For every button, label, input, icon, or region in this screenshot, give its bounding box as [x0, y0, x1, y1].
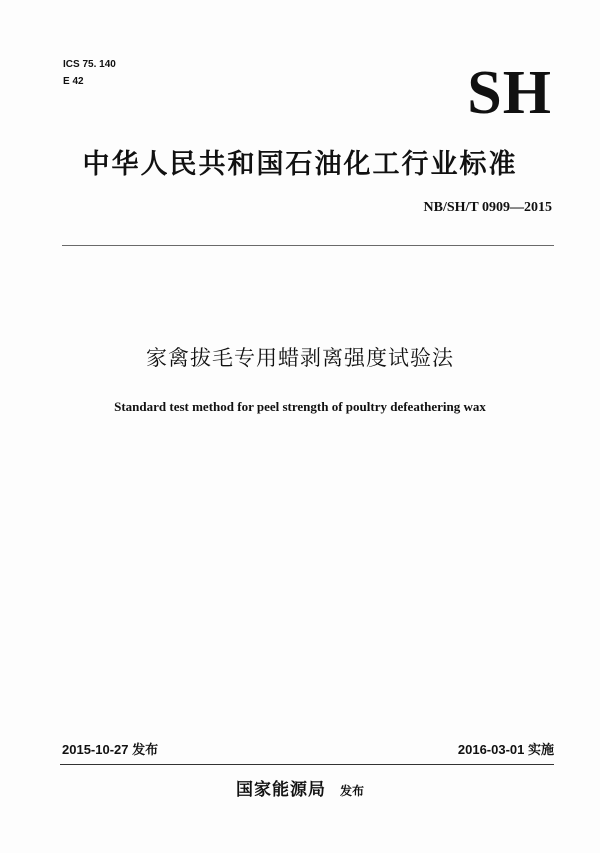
ccs-code: E 42 — [63, 76, 84, 87]
publish-date: 2015-10-27 发布 — [62, 742, 159, 757]
footer-divider — [60, 764, 554, 765]
classification-codes — [63, 56, 116, 90]
standard-category-title: 中华人民共和国石油化工行业标准 — [82, 149, 518, 180]
effective-date: 2016-03-01 实施 — [457, 742, 554, 757]
document-title-chinese: 家禽拔毛专用蜡剥离强度试验法 — [146, 346, 454, 370]
issuer-name: 国家能源局 — [235, 780, 326, 800]
standard-number: NB/SH/T 0909—2015 — [423, 200, 552, 215]
issuer-line — [0, 778, 600, 803]
header-divider — [62, 245, 554, 246]
ics-code: ICS 75. 140 — [63, 59, 116, 70]
document-title-english: Standard test method for peel strength of poultry defeathering wax — [114, 399, 486, 414]
standard-logo: SH — [467, 59, 552, 127]
issuer-action: 发布 — [339, 784, 364, 798]
